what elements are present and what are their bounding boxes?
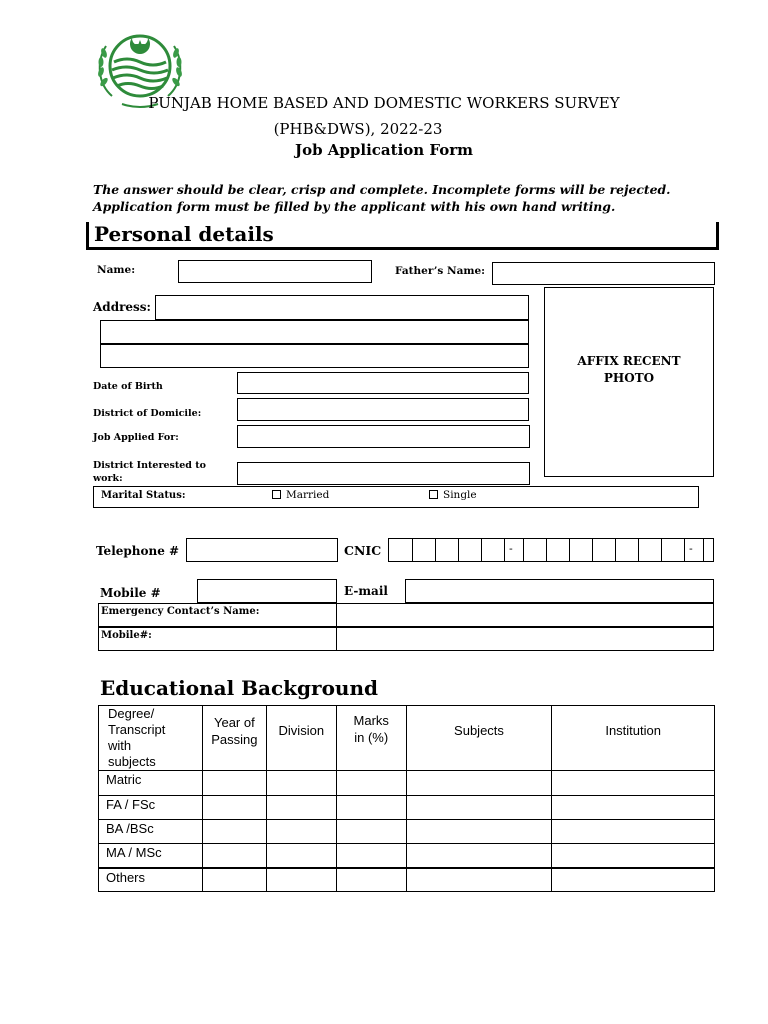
table-cell[interactable] <box>552 844 715 868</box>
table-cell[interactable] <box>336 771 406 796</box>
table-row <box>99 820 715 844</box>
table-cell[interactable] <box>552 771 715 796</box>
personal-details-header <box>86 222 719 250</box>
table-cell[interactable] <box>336 796 406 820</box>
cnic-separator-2: - <box>689 542 693 555</box>
table-cell[interactable] <box>266 844 336 868</box>
col-division-header: Division <box>266 706 336 771</box>
table-cell[interactable] <box>552 820 715 844</box>
married-check-icon <box>272 490 281 499</box>
form-subtitle: Job Application Form <box>294 141 474 159</box>
instruction-line1: The answer should be clear, crisp and complete. Incomplete forms will be rejected. <box>93 182 671 197</box>
photo-label-line1: AFFIX RECENT <box>577 354 681 368</box>
table-cell[interactable] <box>406 820 552 844</box>
cnic-separator-1: - <box>509 542 513 555</box>
table-cell[interactable] <box>266 820 336 844</box>
row-label-ma-msc: MA / MSc <box>99 844 203 868</box>
emergency-mobile-label: Mobile#: <box>101 630 152 641</box>
district-interest-field[interactable] <box>237 462 530 485</box>
table-cell[interactable] <box>202 844 266 868</box>
photo-label-line2: PHOTO <box>603 371 655 385</box>
mobile-label: Mobile # <box>100 586 161 600</box>
row-label-ba-bsc: BA /BSc <box>99 820 203 844</box>
cnic-field[interactable] <box>388 538 714 562</box>
col-subjects-header: Subjects <box>406 706 552 771</box>
survey-title-line1: PUNJAB HOME BASED AND DOMESTIC WORKERS SURVEY <box>148 94 620 112</box>
col-year-header: Year of Passing <box>202 706 266 771</box>
dob-field[interactable] <box>237 372 529 394</box>
cnic-label: CNIC <box>344 543 382 558</box>
education-header-row <box>99 706 715 771</box>
district-interest-label-line1: District Interested to <box>93 460 206 471</box>
table-row <box>99 796 715 820</box>
married-checkbox[interactable] <box>272 489 329 501</box>
emergency-name-label-cell <box>98 603 337 627</box>
domicile-label: District of Domicile: <box>93 408 202 419</box>
table-cell[interactable] <box>336 868 406 892</box>
telephone-label: Telephone # <box>96 544 180 558</box>
table-cell[interactable] <box>266 868 336 892</box>
job-applied-field[interactable] <box>237 425 530 448</box>
instruction-line2: Application form must be filled by the applicant with his own hand writing. <box>93 199 616 214</box>
emergency-mobile-field[interactable] <box>336 627 714 651</box>
table-cell[interactable] <box>202 820 266 844</box>
table-cell[interactable] <box>552 868 715 892</box>
address-line1-field[interactable] <box>155 295 529 320</box>
emergency-mobile-label-cell <box>98 627 337 651</box>
table-cell[interactable] <box>266 771 336 796</box>
photo-box <box>544 287 714 477</box>
row-label-fa-fsc: FA / FSc <box>99 796 203 820</box>
personal-details-heading: Personal details <box>94 222 274 246</box>
row-label-others: Others <box>99 868 203 892</box>
table-cell[interactable] <box>266 796 336 820</box>
table-cell[interactable] <box>202 868 266 892</box>
single-checkbox[interactable] <box>429 489 477 501</box>
col-institution-header: Institution <box>552 706 715 771</box>
table-cell[interactable] <box>406 844 552 868</box>
address-label: Address: <box>93 300 151 314</box>
father-name-field[interactable] <box>492 262 715 285</box>
table-cell[interactable] <box>336 844 406 868</box>
table-cell[interactable] <box>202 771 266 796</box>
father-name-label: Father’s Name: <box>395 265 486 277</box>
domicile-field[interactable] <box>237 398 529 421</box>
table-row <box>99 844 715 868</box>
table-cell[interactable] <box>406 771 552 796</box>
row-label-matric: Matric <box>99 771 203 796</box>
col-degree-header: Degree/ Transcript with subjects <box>99 706 203 771</box>
mobile-field[interactable] <box>197 579 337 603</box>
survey-title-line2: (PHB&DWS), 2022-23 <box>273 120 443 138</box>
table-cell[interactable] <box>406 796 552 820</box>
district-interest-label-line2: work: <box>93 473 123 484</box>
emergency-name-label: Emergency Contact’s Name: <box>101 606 260 617</box>
telephone-field[interactable] <box>186 538 338 562</box>
table-cell[interactable] <box>202 796 266 820</box>
col-marks-header: Marks in (%) <box>336 706 406 771</box>
email-field[interactable] <box>405 579 714 603</box>
marital-status-label: Marital Status: <box>101 490 186 501</box>
table-cell[interactable] <box>336 820 406 844</box>
dob-label: Date of Birth <box>93 381 163 392</box>
address-line2-field[interactable] <box>100 320 529 344</box>
name-field[interactable] <box>178 260 372 283</box>
emergency-name-field[interactable] <box>336 603 714 627</box>
name-label: Name: <box>97 264 136 276</box>
address-line3-field[interactable] <box>100 344 529 368</box>
table-cell[interactable] <box>406 868 552 892</box>
table-row <box>99 868 715 892</box>
single-check-icon <box>429 490 438 499</box>
email-label: E-mail <box>344 584 388 598</box>
marital-status-row <box>93 486 699 508</box>
table-row <box>99 771 715 796</box>
table-cell[interactable] <box>552 796 715 820</box>
married-option-label: Married <box>286 489 330 501</box>
education-heading: Educational Background <box>100 676 378 700</box>
single-option-label: Single <box>443 489 477 501</box>
job-applied-label: Job Applied For: <box>93 432 179 443</box>
education-table <box>98 705 715 892</box>
